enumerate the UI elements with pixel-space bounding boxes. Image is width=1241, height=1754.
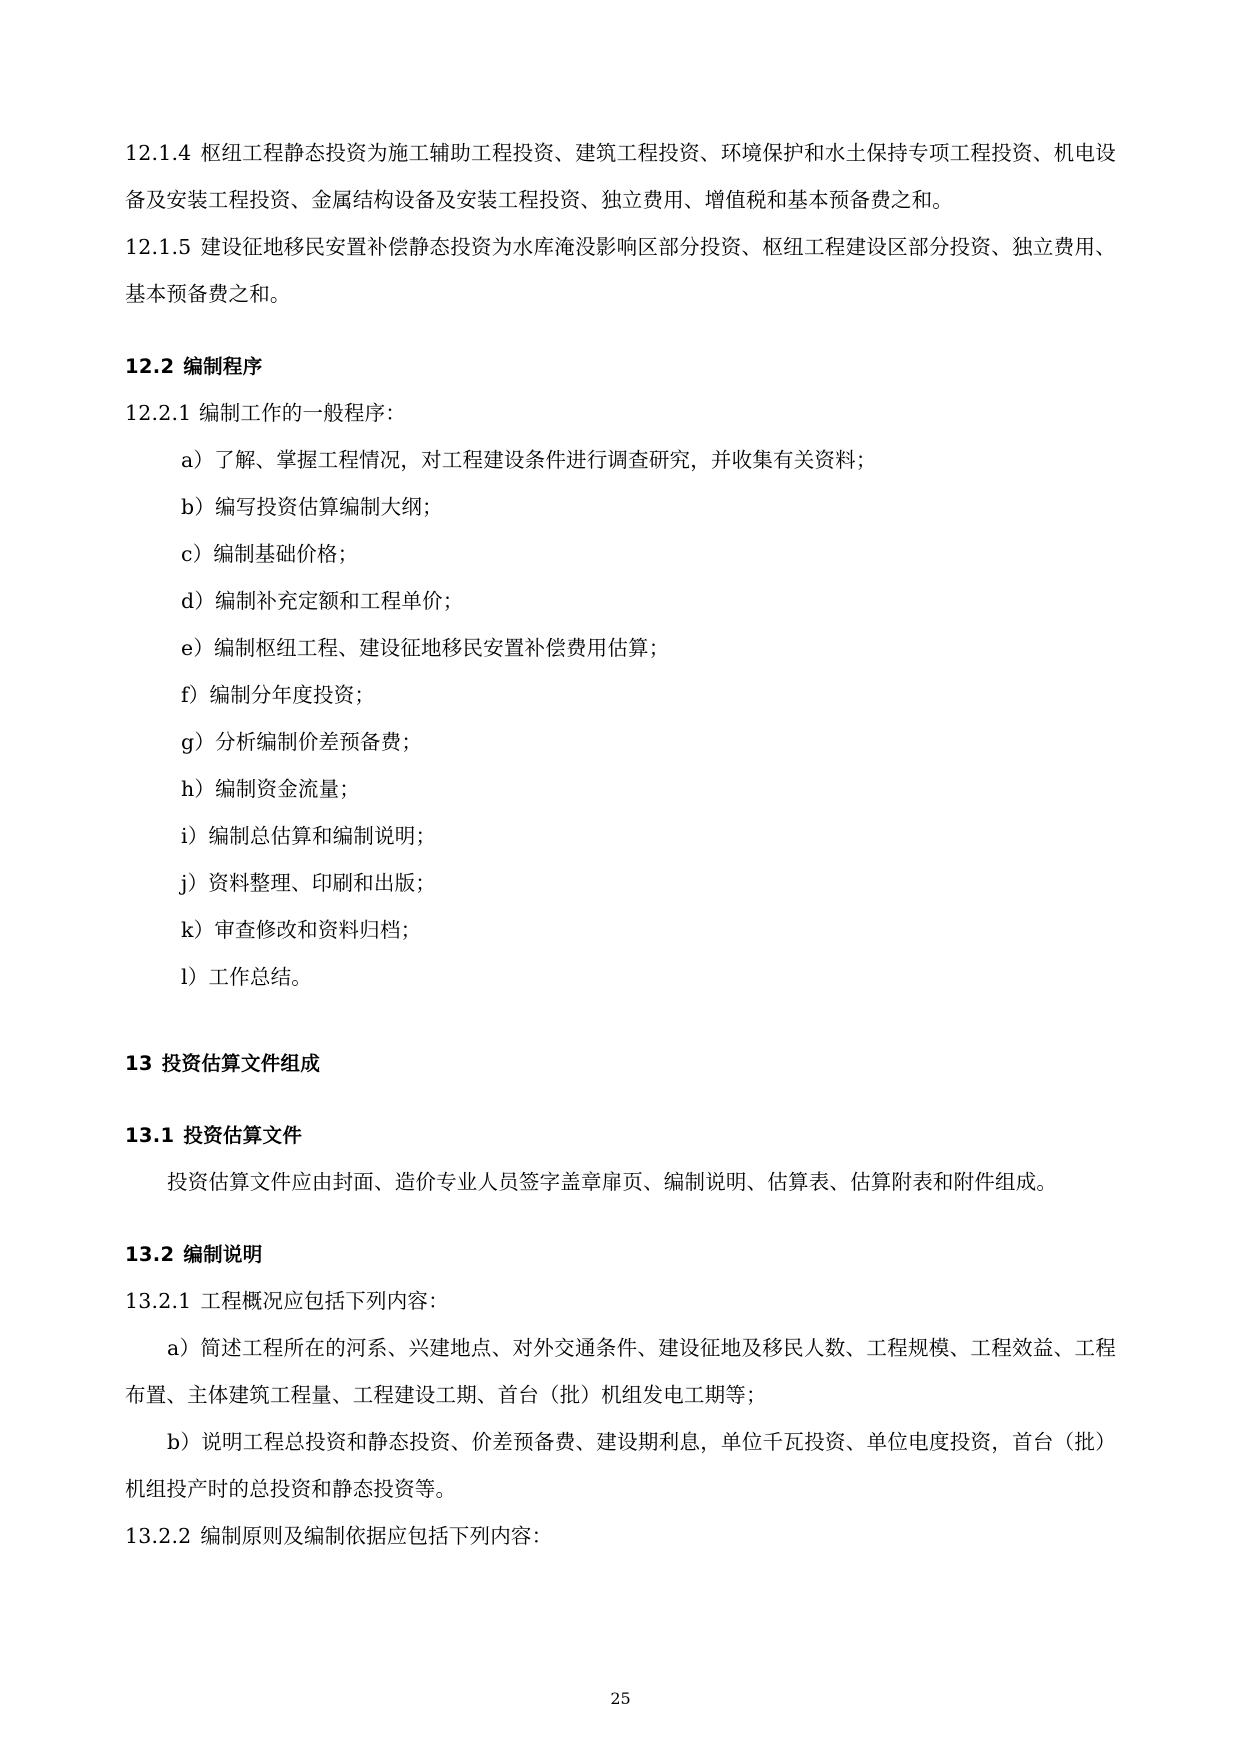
list-item [125, 531, 1116, 578]
heading-title: 投资估算文件组成 [161, 1052, 321, 1075]
list-item-label: b） [181, 495, 216, 519]
list-item [125, 1419, 1116, 1513]
list-item-label: g） [181, 730, 216, 754]
list-item-label: a） [167, 1336, 201, 1360]
section-number: 12.1.5 [125, 235, 192, 259]
list-item-label: f） [181, 683, 210, 707]
list-item-text: 简述工程所在的河系、兴建地点、对外交通条件、建设征地及移民人数、工程规模、工程效益、工程布置、主体建筑工程量、工程建设工期、首台（批）机组发电工期等； [125, 1336, 1116, 1407]
heading-13 [125, 1041, 1116, 1087]
list-item-label: c） [181, 542, 214, 566]
list-item [125, 813, 1116, 860]
heading-number: 13.2 [125, 1243, 175, 1266]
list-item-text: 审查修改和资料归档； [214, 918, 422, 942]
list-item-text: 编制枢纽工程、建设征地移民安置补偿费用估算； [214, 636, 670, 660]
heading-number: 13.1 [125, 1124, 175, 1147]
list-item-text: 编制补充定额和工程单价； [215, 589, 464, 613]
list-item-text: 分析编制价差预备费； [215, 730, 423, 754]
list-item-text: 了解、掌握工程情况，对工程建设条件进行调查研究，并收集有关资料； [214, 448, 877, 472]
heading-number: 12.2 [125, 355, 175, 378]
list-item-label: b） [167, 1430, 202, 1454]
paragraph-13-2-1 [125, 1278, 1116, 1325]
list-item-text: 说明工程总投资和静态投资、价差预备费、建设期利息，单位千瓦投资、单位电度投资，首台（批）机组投产时的总投资和静态投资等。 [125, 1430, 1116, 1501]
section-number: 13.2.1 [125, 1289, 192, 1313]
list-item-label: i） [181, 824, 209, 848]
section-number: 12.1.4 [125, 141, 192, 165]
heading-number: 13 [125, 1052, 153, 1075]
list-item-label: e） [181, 636, 215, 660]
list-item [125, 719, 1116, 766]
section-text: 建设征地移民安置补偿静态投资为水库淹没影响区部分投资、枢纽工程建设区部分投资、独立费用、基本预备费之和。 [125, 235, 1116, 306]
list-item-label: d） [181, 589, 216, 613]
list-item-text: 编制总估算和编制说明； [208, 824, 437, 848]
list-item-text: 资料整理、印刷和出版； [208, 871, 436, 895]
page-number: 25 [610, 1689, 631, 1708]
list-item-label: h） [181, 777, 216, 801]
list-item [125, 672, 1116, 719]
heading-title: 编制说明 [183, 1243, 263, 1266]
section-text: 编制原则及编制依据应包括下列内容： [200, 1524, 553, 1548]
list-item-label: k） [181, 918, 215, 942]
list-item-label: a） [181, 448, 215, 472]
paragraph-12-1-5 [125, 224, 1116, 318]
list-item-text: 编制分年度投资； [209, 683, 376, 707]
heading-13-2 [125, 1232, 1116, 1278]
list-item [125, 907, 1116, 954]
list-item-label: j） [181, 871, 209, 895]
list-item-text: 编制基础价格； [213, 542, 359, 566]
heading-title: 编制程序 [183, 355, 263, 378]
list-item-text: 编制资金流量； [215, 777, 361, 801]
heading-13-1 [125, 1113, 1116, 1159]
section-text: 编制工作的一般程序： [199, 401, 406, 425]
list-item [125, 484, 1116, 531]
list-item [125, 766, 1116, 813]
section-text: 枢纽工程静态投资为施工辅助工程投资、建筑工程投资、环境保护和水土保持专项工程投资、机电设备及安装工程投资、金属结构设备及安装工程投资、独立费用、增值税和基本预备费之和。 [125, 141, 1116, 212]
section-text: 工程概况应包括下列内容： [200, 1289, 449, 1313]
paragraph-12-2-1 [125, 390, 1116, 437]
list-item-label: l） [181, 965, 209, 989]
paragraph-13-1-body: 投资估算文件应由封面、造价专业人员签字盖章扉页、编制说明、估算表、估算附表和附件组成。 [167, 1170, 1058, 1194]
paragraph-12-1-4 [125, 130, 1116, 224]
list-item [125, 954, 1116, 1001]
list-item [125, 437, 1116, 484]
list-item [125, 860, 1116, 907]
list-item-text: 编写投资估算编制大纲； [215, 495, 443, 519]
list-item [125, 625, 1116, 672]
paragraph-13-2-2 [125, 1513, 1116, 1560]
heading-title: 投资估算文件 [183, 1124, 303, 1147]
list-item [125, 1325, 1116, 1419]
section-number: 12.2.1 [125, 401, 192, 425]
section-number: 13.2.2 [125, 1524, 192, 1548]
heading-12-2 [125, 344, 1116, 390]
list-item [125, 578, 1116, 625]
list-item-text: 工作总结。 [208, 965, 312, 989]
